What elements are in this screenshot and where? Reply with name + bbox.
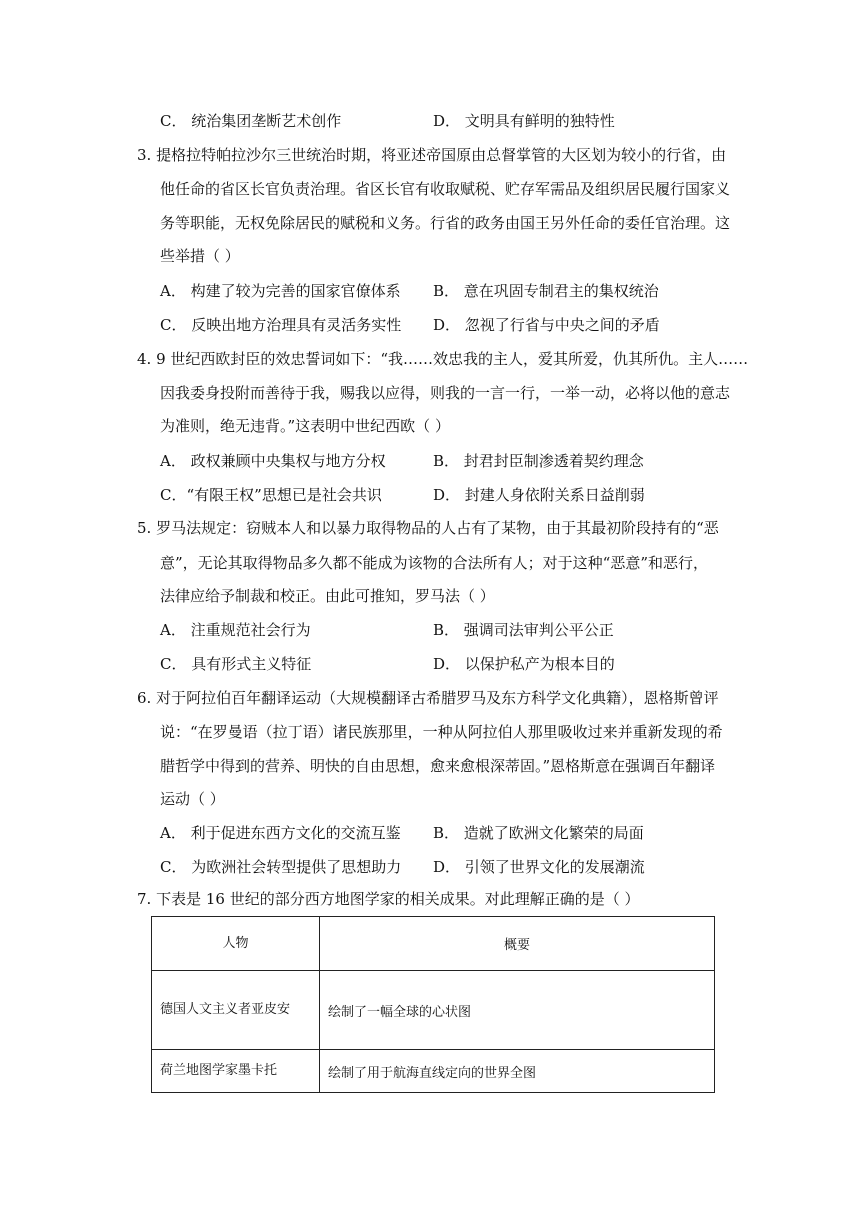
q3-stem-line-4: 些举措（ ） [160, 247, 240, 265]
q5-option-d: D． 以保护私产为根本目的 [433, 655, 615, 673]
q5-stem-line-1: 5. 罗马法规定：窃贼本人和以暴力取得物品的人占有了某物，由于其最初阶段持有的“恶 [137, 519, 719, 537]
q5-option-a: A． 注重规范社会行为 [160, 621, 311, 639]
q3-option-b: B． 意在巩固专制君主的集权统治 [433, 282, 659, 300]
q2-option-d: D． 文明具有鲜明的独特性 [433, 112, 615, 130]
q6-option-b: B． 造就了欧洲文化繁荣的局面 [433, 824, 644, 842]
q6-option-c: C． 为欧洲社会转型提供了思想助力 [160, 858, 402, 876]
q6-stem-line-4: 运动（ ） [160, 790, 225, 808]
q3-option-c: C． 反映出地方治理具有灵活务实性 [160, 316, 402, 334]
table-row [152, 971, 715, 1050]
table-cell-person: 德国人文主义者亚皮安 [152, 971, 320, 1050]
q4-stem-line-1: 4. 9 世纪西欧封臣的效忠誓词如下：“我……效忠我的主人，爱其所爱，仇其所仇。主人…… [137, 350, 749, 368]
q4-option-a: A． 政权兼顾中央集权与地方分权 [160, 452, 386, 470]
table-cell-person: 荷兰地图学家墨卡托 [152, 1050, 320, 1093]
q3-option-a: A． 构建了较为完善的国家官僚体系 [160, 282, 401, 300]
table-header-person: 人物 [152, 917, 320, 971]
table-cell-summary: 绘制了用于航海直线定向的世界全图 [320, 1050, 715, 1093]
q5-stem-line-2: 意”，无论其取得物品多久都不能成为该物的合法所有人；对于这种“恶意”和恶行， [160, 554, 709, 572]
q3-stem-line-2: 他任命的省区长官负责治理。省区长官有收取赋税、贮存军需品及组织居民履行国家义 [160, 180, 731, 198]
q7-table [151, 916, 715, 1093]
q5-option-c: C． 具有形式主义特征 [160, 655, 312, 673]
q4-stem-line-2: 因我委身投附而善待于我，赐我以应得，则我的一言一行，一举一动，必将以他的意志 [160, 384, 731, 402]
q5-stem-line-3: 法律应给予制裁和校正。由此可推知，罗马法（ ） [160, 587, 495, 605]
q2-option-c: C． 统治集团垄断艺术创作 [160, 112, 342, 130]
q3-stem-line-1: 3. 提格拉特帕拉沙尔三世统治时期，将亚述帝国原由总督掌管的大区划为较小的行省，由 [137, 146, 727, 164]
q4-option-b: B． 封君封臣制渗透着契约理念 [433, 452, 644, 470]
q6-stem-line-2: 说：“在罗曼语（拉丁语）诸民族那里，一种从阿拉伯人那里吸收过来并重新发现的希 [160, 723, 723, 741]
table-header-row [152, 917, 715, 971]
q4-stem-line-3: 为准则，绝无违背。”这表明中世纪西欧（ ） [160, 417, 450, 435]
q6-stem-line-3: 腊哲学中得到的营养、明快的自由思想，愈来愈根深蒂固。”恩格斯意在强调百年翻译 [160, 757, 716, 775]
table-header-summary: 概要 [320, 917, 715, 971]
q5-option-b: B． 强调司法审判公平公正 [433, 621, 614, 639]
q6-stem-line-1: 6. 对于阿拉伯百年翻译运动（大规模翻译古希腊罗马及东方科学文化典籍），恩格斯曾评 [137, 689, 719, 707]
q3-option-d: D． 忽视了行省与中央之间的矛盾 [433, 316, 660, 334]
q6-option-d: D． 引领了世界文化的发展潮流 [433, 858, 645, 876]
q6-option-a: A． 利于促进东西方文化的交流互鉴 [160, 824, 401, 842]
q7-stem: 7. 下表是 16 世纪的部分西方地图学家的相关成果。对此理解正确的是（ ） [137, 890, 640, 908]
table-cell-summary: 绘制了一幅全球的心状图 [320, 971, 715, 1050]
q4-option-c: C．“有限王权”思想已是社会共识 [160, 486, 382, 504]
q4-option-d: D． 封建人身依附关系日益削弱 [433, 486, 645, 504]
q3-stem-line-3: 务等职能，无权免除居民的赋税和义务。行省的政务由国王另外任命的委任官治理。这 [160, 214, 731, 232]
table-row [152, 1050, 715, 1093]
